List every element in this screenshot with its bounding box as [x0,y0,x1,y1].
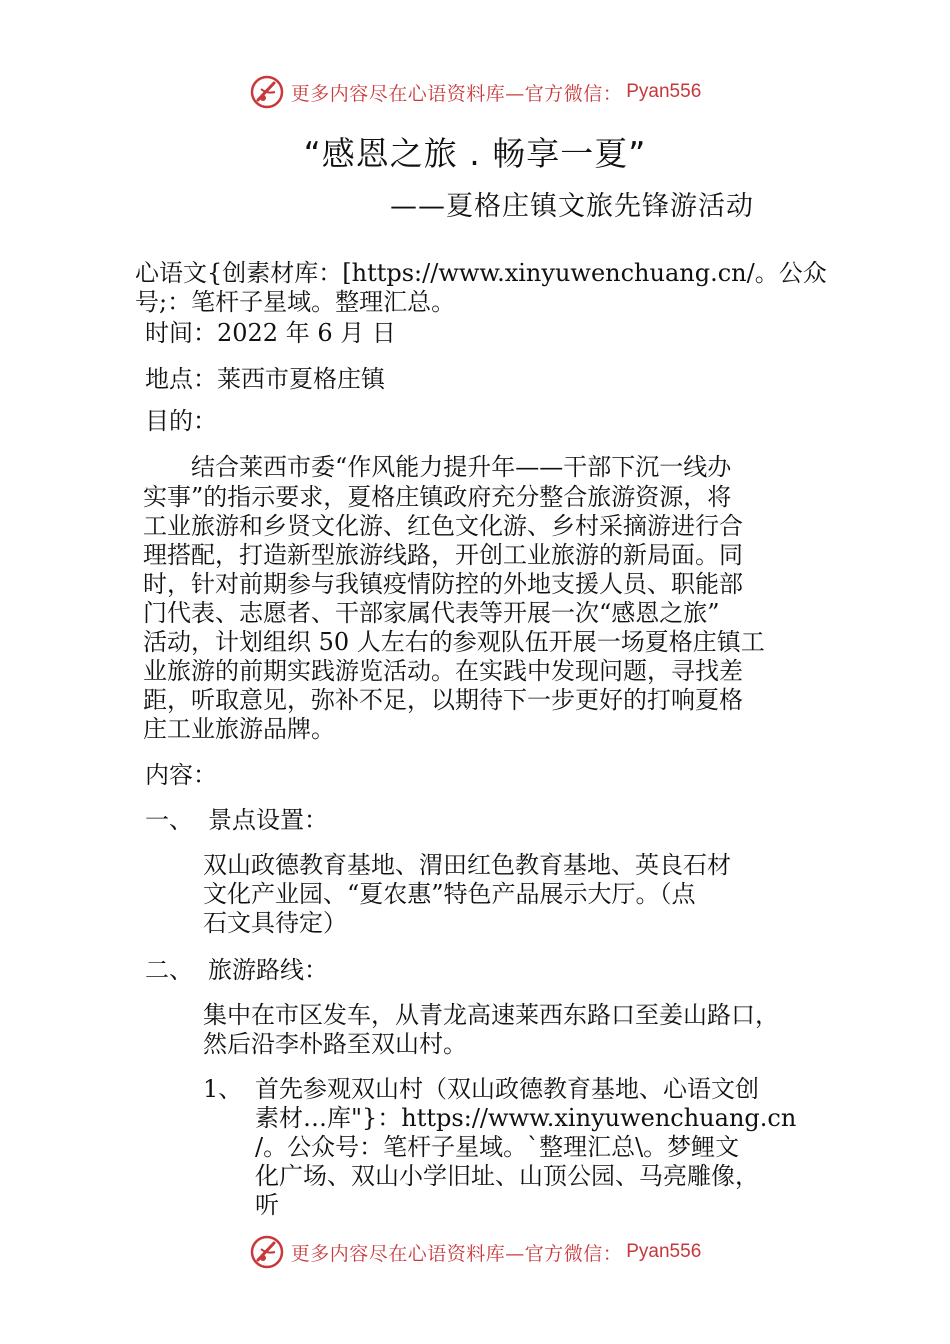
watermark-wechat: Pyan556 [626,81,702,102]
purpose-line: 庄工业旅游品牌。 [143,715,335,743]
item-1-line: 首先参观双山村（双山政德教育基地、心语文创 [255,1075,759,1103]
watermark-banner-bottom [0,1232,950,1272]
watermark-text: 更多内容尽在心语资料库—官方微信： [290,82,623,105]
section-1-line: 双山政德教育基地、渭田红色教育基地、英良石材 [203,851,731,879]
brush-logo-icon [249,74,285,110]
purpose-line: 距，听取意见，弥补不足，以期待下一步更好的打响夏格 [143,686,743,714]
item-1-line: /。公众号：笔杆子星域。`整理汇总\。梦鲤文 [255,1133,740,1161]
watermark-text: 更多内容尽在心语资料库—官方微信： [290,1242,623,1265]
place-line: 地点：莱西市夏格庄镇 [145,365,385,393]
section-2-number: 二、 [145,956,193,984]
source-line-1: 心语文{创素材库：[https://www.xinyuwenchuang.cn/。公众 [135,259,827,287]
section-1-line: 文化产业园、“夏农惠”特色产品展示大厅。（点 [203,880,696,908]
purpose-line: 结合莱西市委“作风能力提升年——干部下沉一线办 [143,453,732,481]
watermark-banner-top [0,72,950,112]
section-2-title: 旅游路线： [208,956,328,984]
section-2-line: 集中在市区发车，从青龙高速莱西东路口至姜山路口， [203,1001,779,1029]
item-1-line: 素材…库"}：https://www.xinyuwenchuang.cn [255,1104,797,1132]
section-1-title: 景点设置： [208,806,328,834]
section-1-line: 石文具待定） [203,909,347,937]
content-label: 内容： [145,761,217,789]
document-subtitle: ——夏格庄镇文旅先锋游活动 [390,191,754,222]
purpose-line: 实事”的指示要求，夏格庄镇政府充分整合旅游资源，将 [143,483,732,511]
purpose-line: 理搭配，打造新型旅游线路，开创工业旅游的新局面。同 [143,541,743,569]
source-line-2: 号;：笔杆子星域。整理汇总。 [135,288,456,316]
purpose-line: 活动，计划组织 50 人左右的参观队伍开展一场夏格庄镇工 [143,628,765,656]
section-1-number: 一、 [145,806,193,834]
watermark-wechat: Pyan556 [626,1241,702,1262]
section-2-line: 然后沿李朴路至双山村。 [203,1030,467,1058]
purpose-line: 时，针对前期参与我镇疫情防控的外地支援人员、职能部 [143,570,743,598]
item-1-line: 化广场、双山小学旧址、山顶公园、马亮雕像， [255,1162,759,1190]
time-line: 时间：2022 年 6 月 日 [145,319,396,347]
purpose-label: 目的： [145,407,217,435]
item-1-number: 1、 [203,1075,243,1103]
purpose-line: 门代表、志愿者、干部家属代表等开展一次“感恩之旅” [143,599,720,627]
item-1-line: 听 [255,1191,279,1219]
brush-logo-icon [249,1234,285,1270]
purpose-line: 工业旅游和乡贤文化游、红色文化游、乡村采摘游进行合 [143,512,743,540]
purpose-line: 业旅游的前期实践游览活动。在实践中发现问题，寻找差 [143,657,743,685]
document-title: “感恩之旅 . 畅享一夏” [303,134,647,173]
